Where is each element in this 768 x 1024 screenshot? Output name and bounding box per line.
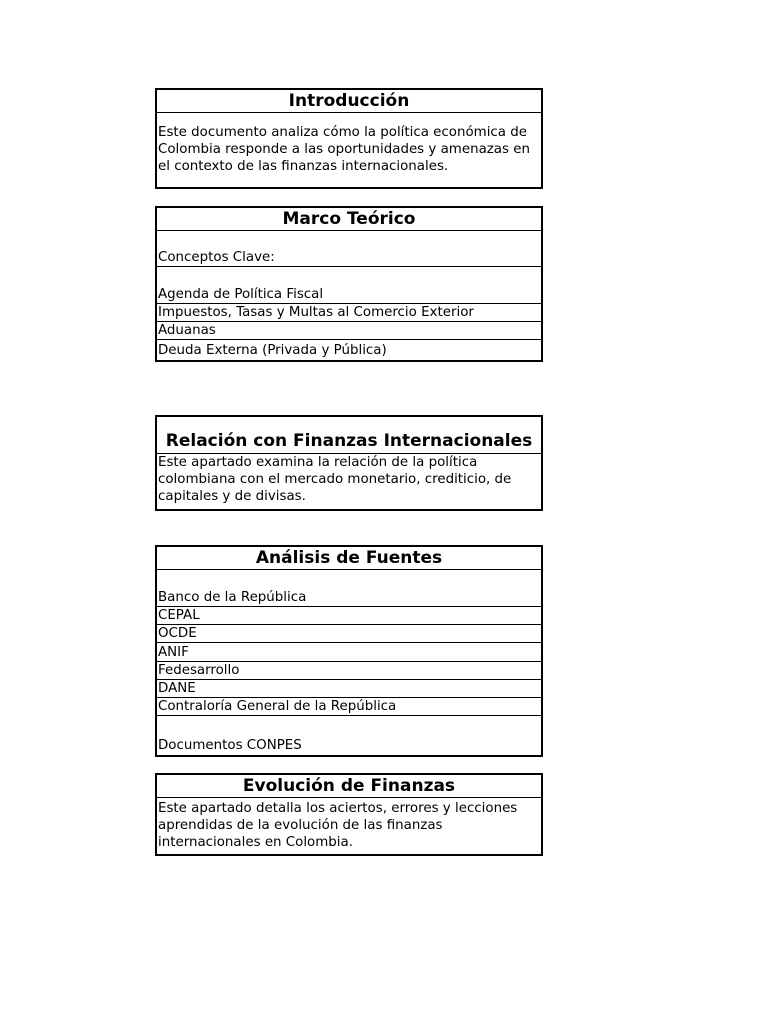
list-item: Contraloría General de la República [157,698,541,716]
section-title: Análisis de Fuentes [157,547,541,570]
list-item: ANIF [157,643,541,662]
paragraph-line: capitales y de divisas. [158,489,306,504]
list-item: Deuda Externa (Privada y Pública) [158,343,387,358]
list-item: OCDE [157,625,541,643]
list-item: Conceptos Clave: [157,231,541,267]
section-evolucion [155,773,543,856]
paragraph-line: Este apartado detalla los aciertos, errores y lecciones [158,801,518,816]
list-item: Agenda de Política Fiscal [157,267,541,304]
paragraph-line: Este apartado examina la relación de la política [158,455,478,470]
section-title: Relación con Finanzas Internacionales [157,417,541,454]
list-item: Documentos CONPES [158,738,302,753]
section-relacion [155,415,543,511]
list-item: CEPAL [157,607,541,625]
section-introduccion [155,88,543,189]
list-item: Aduanas [157,322,541,340]
paragraph-line: aprendidas de la evolución de las finanzas [158,818,443,833]
paragraph-line: colombiana con el mercado monetario, crediticio, de [158,472,512,487]
section-title: Marco Teórico [157,208,541,231]
paragraph-line: el contexto de las finanzas internacionales. [158,159,449,174]
list-item: Impuestos, Tasas y Multas al Comercio Exterior [157,304,541,322]
section-analisis-fuentes [155,545,543,757]
paragraph-line: Colombia responde a las oportunidades y amenazas en [158,142,530,157]
section-marco-teorico [155,206,543,362]
paragraph-line: Este documento analiza cómo la política económica de [158,125,527,140]
list-item: DANE [157,680,541,698]
list-item: Fedesarrollo [157,662,541,680]
list-item: Banco de la República [157,570,541,607]
section-title: Evolución de Finanzas [157,775,541,798]
paragraph-line: internacionales en Colombia. [158,835,353,850]
section-title: Introducción [157,90,541,113]
